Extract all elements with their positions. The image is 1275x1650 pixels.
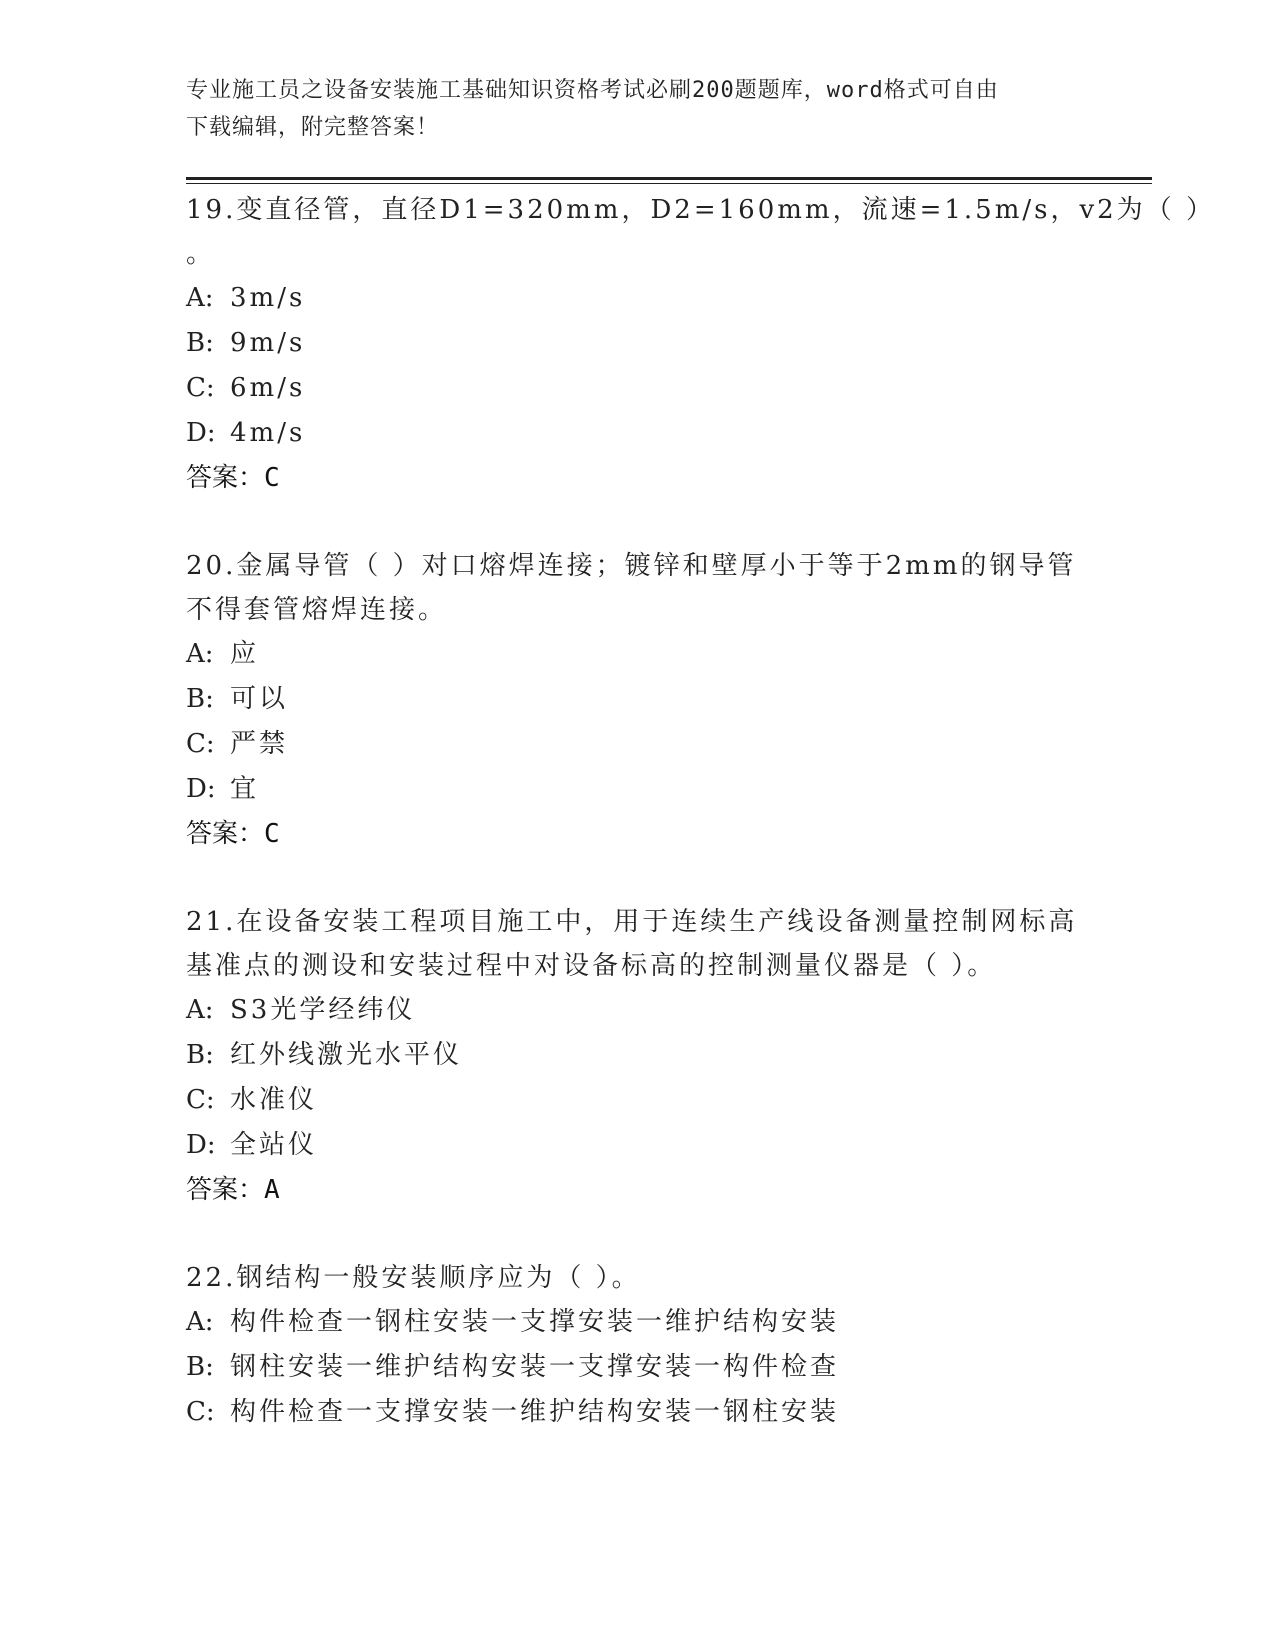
question-spacer [186, 500, 1126, 544]
question-text: 20.金属导管（ ）对口熔焊连接；镀锌和壁厚小于等于2mm的钢导管 [186, 551, 1077, 581]
answer-line: 答案：C [186, 819, 280, 849]
question-text: 21.在设备安装工程项目施工中，用于连续生产线设备测量控制网标高 [186, 907, 1078, 937]
option-label: A: [186, 995, 214, 1025]
document-header [186, 72, 1066, 146]
option-b [186, 321, 1126, 366]
option-text: 6m/s [230, 373, 306, 403]
option-label: B: [186, 1352, 214, 1382]
option-b [186, 677, 1126, 722]
option-b [186, 1033, 1126, 1078]
question-text-continued: 基准点的测设和安装过程中对设备标高的控制测量仪器是（ ）。 [186, 951, 997, 981]
header-divider-thick [186, 177, 1152, 180]
option-b [186, 1345, 1126, 1390]
option-c [186, 366, 1126, 411]
option-text: 9m/s [230, 328, 306, 358]
header-divider-thin [186, 183, 1152, 184]
option-d [186, 767, 1126, 812]
question-22 [186, 1256, 1126, 1435]
question-spacer [186, 1212, 1126, 1256]
option-text: 3m/s [230, 283, 306, 313]
option-text: 全站仪 [230, 1130, 318, 1160]
option-label: D: [186, 418, 216, 448]
option-text: 钢柱安装一维护结构安装一支撑安装一构件检查 [230, 1352, 840, 1382]
option-label: D: [186, 774, 216, 804]
option-d [186, 1123, 1126, 1168]
question-21 [186, 900, 1126, 1212]
option-label: B: [186, 684, 214, 714]
option-text: 水准仪 [230, 1085, 318, 1115]
option-text: 4m/s [230, 418, 306, 448]
option-a [186, 276, 1126, 321]
option-text: 应 [230, 639, 260, 669]
option-text: 构件检查一支撑安装一维护结构安装一钢柱安装 [230, 1397, 840, 1427]
option-label: B: [186, 328, 214, 358]
option-text: S3光学经纬仪 [230, 995, 416, 1025]
option-label: A: [186, 283, 214, 313]
question-20 [186, 544, 1126, 856]
option-label: C: [186, 729, 215, 759]
option-label: D: [186, 1130, 216, 1160]
question-19 [186, 188, 1215, 500]
option-label: B: [186, 1040, 214, 1070]
answer-line: 答案：C [186, 463, 280, 493]
header-line-2: 下载编辑，附完整答案！ [186, 115, 440, 140]
option-label: A: [186, 639, 214, 669]
option-label: A: [186, 1307, 214, 1337]
question-text-continued: 不得套管熔焊连接。 [186, 595, 448, 625]
header-line-1: 专业施工员之设备安装施工基础知识资格考试必刷200题题库，word格式可自由 [186, 78, 999, 103]
option-a [186, 1300, 1126, 1345]
option-c [186, 1390, 1126, 1435]
option-label: C: [186, 373, 215, 403]
question-spacer [186, 856, 1126, 900]
option-d [186, 411, 1126, 456]
option-text: 宜 [230, 774, 260, 804]
option-text: 可以 [230, 684, 289, 714]
question-list [186, 188, 1215, 1435]
option-text: 构件检查一钢柱安装一支撑安装一维护结构安装 [230, 1307, 840, 1337]
option-label: C: [186, 1085, 215, 1115]
question-text: 19.变直径管，直径D1=320mm，D2=160mm，流速=1.5m/s，v2为（ ） [186, 195, 1215, 225]
option-label: C: [186, 1397, 215, 1427]
question-text: 22.钢结构一般安装顺序应为（ ）。 [186, 1263, 641, 1293]
option-c [186, 1078, 1126, 1123]
option-a [186, 988, 1126, 1033]
option-c [186, 722, 1126, 767]
option-a [186, 632, 1126, 677]
option-text: 红外线激光水平仪 [230, 1040, 463, 1070]
option-text: 严禁 [230, 729, 289, 759]
question-text-continued: 。 [186, 239, 216, 269]
answer-line: 答案：A [186, 1175, 280, 1205]
